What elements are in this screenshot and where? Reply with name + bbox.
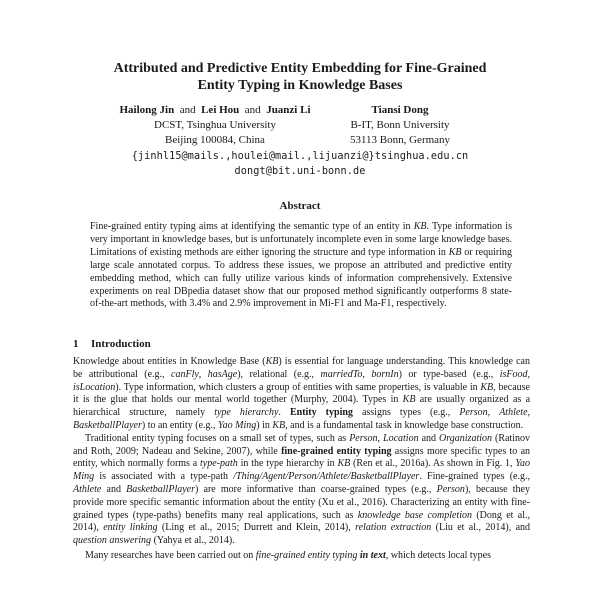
text-run: and [418,432,440,444]
text-run: ) or type-based (e.g., [398,368,500,380]
text-run: ) to an entity (e.g., [141,419,218,431]
text-run: or requiring large scale annotated corpus. To address these issues, we propose an attributed and predictive entity embedding method, which can fully utilize various kinds of information comprehensively. Extensive experiments on real DBpedia dataset show that our proposed method significantly outperforms 8 state-of-the-art methods, with 3.4% and 2.9% improvement in Mi-F1 and Ma-F1, respectively. [90,246,512,310]
example-term: knowledge base completion [357,509,472,521]
text-run: (Dong et al., 2014), [73,509,530,534]
author-name: Lei Hou [201,104,240,116]
example-term: canFly [171,368,199,380]
text-run: . [278,407,290,419]
author-conjunction: and [244,104,261,116]
text-run: , [362,368,372,380]
text-run: , which detects local types [385,549,491,561]
key-term: fine-grained entity typing [281,445,392,457]
paragraph [73,356,530,433]
example-term: bornIn [371,368,399,380]
author-emails [60,149,540,179]
title-line-2: Entity Typing in Knowledge Bases [197,78,403,93]
text-run: Knowledge about entities in Knowledge Base ( [73,356,266,367]
author-conjunction: and [179,104,196,116]
text-run: ) is essential for language understanding. This knowledge can be attributional (e.g., [73,356,530,380]
author-name: Tiansi Dong [371,104,429,116]
text-run: , and is a fundamental task in knowledge base construction. [285,419,524,431]
text-run: (Liu et al., 2014), and [431,522,531,534]
text-run: (Ren et al., 2016a). As shown in Fig. 1, [350,458,516,470]
abstract-text [90,221,512,311]
kb-symbol: KB [480,381,494,393]
affiliation-line: Beijing 100084, China [165,134,265,146]
body-text [73,356,530,563]
example-term: type hierarchy [214,407,279,419]
example-term: Organization [439,432,492,444]
text-run: and [101,483,127,495]
author-name: Juanzi Li [266,104,311,116]
example-term: marriedTo [320,368,363,380]
author-names-left [90,103,340,118]
kb-symbol: KB [265,356,279,367]
text-run: ) in [256,419,273,431]
text-run: . Type information is very important in knowledge bases, but is unfortunately incomplete even in some large knowledge bases. Limitations of existing methods are either ignoring the structure and type information in [90,221,512,258]
email-line: dongt@bit.uni-bonn.de [234,166,366,177]
example-term: Person [436,483,465,495]
example-term: /Thing/Agent/Person/Athlete/BasketballPlayer [233,471,420,483]
text-run: , because it is the glue that holds our mental world together (Murphy, 2004). Types in [73,381,530,406]
text-run: (Yahya et al., 2014). [151,535,235,547]
example-term: isFood [499,368,528,380]
example-term: isLocation [73,381,116,393]
example-term: BasketballPlayer [126,483,195,495]
example-term: Location [383,432,419,444]
kb-symbol: KB [402,394,416,406]
text-run: Traditional entity typing focuses on a small set of types, such as [85,432,350,444]
example-term: relation extraction [355,522,432,534]
example-term: hasAge [207,368,238,380]
affiliation-line: DCST, Tsinghua University [154,119,276,131]
kb-symbol: KB [337,458,351,470]
email-line: {jinhl15@mails.,houlei@mail.,lijuanzi@}tsinghua.edu.cn [131,151,469,162]
text-run: (Ratinov and Roth, 2009; Nadeau and Sekine, 2007), while [73,432,530,457]
example-term: type-path [200,458,238,470]
text-run: , [377,432,384,444]
paragraph [73,433,530,548]
text-run: in the type hierarchy in [237,458,338,470]
example-term: entity linking [103,522,158,534]
example-term: Athlete [73,483,102,495]
paragraph [73,550,530,563]
text-run: . Fine-grained types (e.g., [419,471,530,483]
text-run: ), because they provide more specific semantic information about the entity (Xu et al., 2016). Characterizing an entity with fine-grained types (type-paths) benefits many real applications, such as [73,483,530,521]
author-block-tsinghua [90,103,340,148]
affiliation-line: 53113 Bonn, Germany [349,134,451,146]
title-line-1: Attributed and Predictive Entity Embedding for Fine-Grained [113,61,487,76]
example-term: question answering [73,535,152,547]
text-run: Many researches have been carried out on [85,549,256,561]
text-run: ) are more informative than coarse-grained types (e.g., [195,483,437,495]
example-term: Person [349,432,378,444]
author-name: Hailong Jin [119,104,175,116]
example-term: BasketballPlayer [73,419,142,431]
example-term: Yao Ming [217,419,257,431]
abstract-heading: Abstract [279,200,321,212]
text-run: ), relational (e.g., [237,368,321,380]
paper-title [70,60,530,94]
text-run: assigns more specific types to an entity, which normally forms a [73,445,531,470]
text-run: , [527,368,531,380]
key-term: Entity typing [289,407,353,419]
example-term: Yao Ming [73,458,531,483]
affiliation-line: B-IT, Bonn University [350,119,450,131]
kb-symbol: KB [272,419,286,431]
section-number: 1 [73,338,79,350]
text-run: Fine-grained entity typing aims at identifying the semantic type of an entity in [90,221,414,232]
kb-symbol: KB [413,221,427,232]
example-term: Athlete [499,407,528,419]
text-run: , [198,368,208,380]
author-block-bonn [330,103,470,148]
text-run: are usually organized as a hierarchical structure, namely [73,394,531,419]
text-run: , [487,407,500,419]
text-run: is associated with a type-path [94,471,234,483]
example-term: Person [459,407,488,419]
kb-symbol: KB [448,246,462,258]
text-run: assigns types (e.g., [352,407,460,419]
text-run: ). Type information, which clusters a group of entities with same properties, is valuable in [115,381,481,393]
text-run: , [527,407,531,419]
example-term: fine-grained entity typing [255,549,360,561]
key-term: in text [359,549,386,561]
section-title: Introduction [91,338,151,350]
section-heading [73,338,151,350]
text-run: (Ling et al., 2015; Durrett and Klein, 2014), [157,522,356,534]
